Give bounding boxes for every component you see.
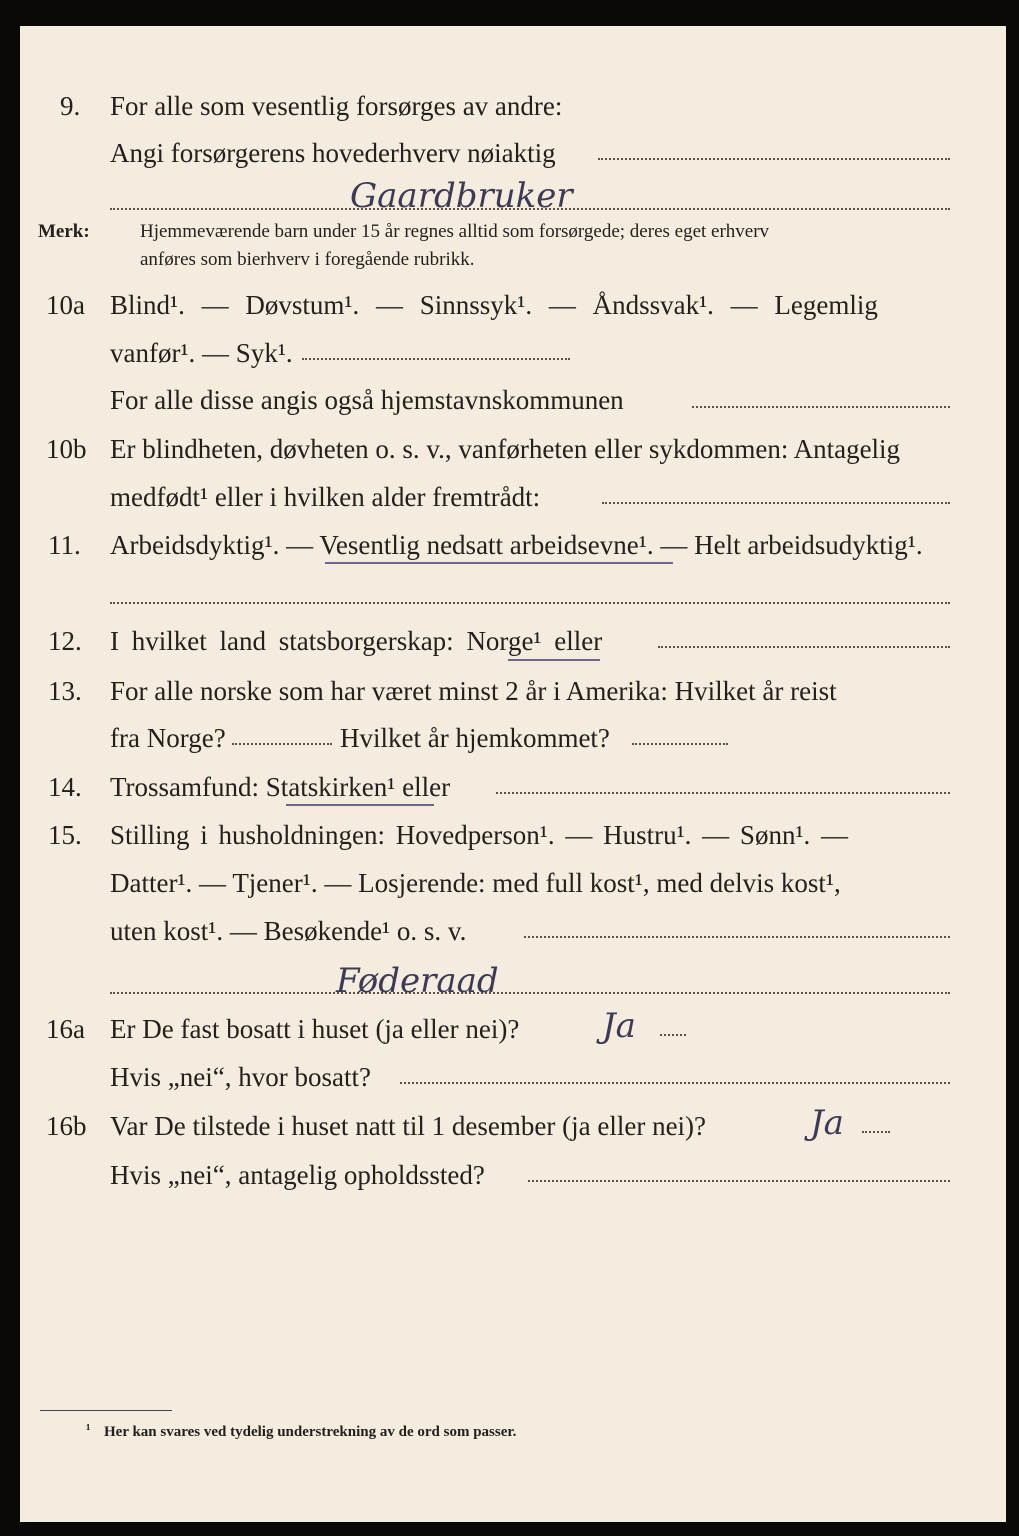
q10a-line1: Blind¹. — Døvstum¹. — Sinnssyk¹. — Åndssvak¹. — Legemlig bbox=[110, 290, 878, 320]
q16b-line1: Var De tilstede i huset natt til 1 desember (ja eller nei)? bbox=[110, 1111, 707, 1141]
census-form-page bbox=[20, 26, 1006, 1522]
q16a-number: 16a bbox=[46, 1014, 85, 1044]
merk-line2: anføres som bierhverv i foregående rubrikk. bbox=[140, 249, 475, 270]
footnote-text: Her kan svares ved tydelig understrekning av de ord som passer. bbox=[104, 1424, 517, 1440]
q16b-number: 16b bbox=[46, 1111, 87, 1141]
q10b-line1: Er blindheten, døvheten o. s. v., vanførheten eller sykdommen: Antagelig bbox=[110, 434, 901, 464]
q11-dotted-line bbox=[110, 602, 950, 604]
q16a-line1: Er De fast bosatt i huset (ja eller nei)? bbox=[110, 1014, 520, 1044]
q15-dotted-line bbox=[524, 936, 950, 938]
q9-line1: For alle som vesentlig forsørges av andre: bbox=[110, 91, 563, 121]
q9-number: 9. bbox=[60, 91, 81, 121]
q12-number: 12. bbox=[48, 626, 82, 656]
q14-handwritten-underline bbox=[286, 804, 434, 806]
q11-handwritten-underline bbox=[325, 562, 673, 564]
q15-line3: uten kost¹. — Besøkende¹ o. s. v. bbox=[110, 916, 467, 946]
q14-number: 14. bbox=[48, 772, 82, 802]
q10b-line2: medfødt¹ eller i hvilken alder fremtrådt: bbox=[110, 482, 541, 512]
q9-answer-line bbox=[110, 208, 950, 210]
q10a-dotted-line bbox=[302, 358, 570, 360]
q16b-line2: Hvis „nei“, antagelig opholdssted? bbox=[110, 1160, 485, 1190]
q10a-number: 10a bbox=[46, 290, 85, 320]
q16a-dotted-line bbox=[660, 1034, 686, 1036]
q13-left-dotted-line bbox=[232, 743, 332, 745]
q14-dotted-line bbox=[496, 792, 950, 794]
q12-handwritten-underline bbox=[508, 659, 600, 661]
q9-line2: Angi forsørgerens hovederhverv nøiaktig bbox=[110, 138, 556, 168]
q16b-handwritten-answer: Ja bbox=[810, 1103, 844, 1143]
q12-line1: I hvilket land statsborgerskap: Norge¹ eller bbox=[110, 626, 603, 656]
q16b-dotted-line bbox=[862, 1131, 890, 1133]
q16a-handwritten-answer: Ja bbox=[602, 1006, 636, 1046]
q10a-line3: For alle disse angis også hjemstavnskommunen bbox=[110, 385, 624, 415]
q16b-place-dotted-line bbox=[528, 1180, 950, 1182]
q13-line2b: Hvilket år hjemkommet? bbox=[340, 723, 610, 753]
q10b-dotted-line bbox=[602, 502, 950, 504]
q11-line1: Arbeidsdyktig¹. — Vesentlig nedsatt arbeidsevne¹. — Helt arbeidsudyktig¹. bbox=[110, 530, 923, 560]
q11-number: 11. bbox=[48, 530, 81, 560]
q13-right-dotted-line bbox=[632, 743, 728, 745]
footnote-mark: ¹ bbox=[86, 1422, 91, 1438]
q10b-number: 10b bbox=[46, 434, 87, 464]
q15-number: 15. bbox=[48, 820, 82, 850]
q10a-home-dotted-line bbox=[692, 406, 950, 408]
q9-handwritten-answer: Gaardbruker bbox=[350, 176, 573, 216]
q15-handwritten-answer: Føderaad bbox=[336, 961, 499, 1001]
q16a-line2: Hvis „nei“, hvor bosatt? bbox=[110, 1062, 371, 1092]
q16a-place-dotted-line bbox=[400, 1082, 950, 1084]
merk-line1: Hjemmeværende barn under 15 år regnes alltid som forsørgede; deres eget erhverv bbox=[140, 221, 770, 242]
footnote-rule bbox=[40, 1410, 172, 1411]
q13-line2a: fra Norge? bbox=[110, 723, 226, 753]
q13-line1: For alle norske som har været minst 2 år i Amerika: Hvilket år reist bbox=[110, 676, 837, 706]
q12-dotted-line bbox=[658, 646, 950, 648]
q14-line1: Trossamfund: Statskirken¹ eller bbox=[110, 772, 451, 802]
q15-answer-line bbox=[110, 992, 950, 994]
q10a-line2: vanfør¹. — Syk¹. bbox=[110, 338, 293, 368]
merk-label: Merk: bbox=[38, 221, 90, 242]
q9-dotted-line bbox=[598, 158, 950, 160]
q13-number: 13. bbox=[48, 676, 82, 706]
q15-line2: Datter¹. — Tjener¹. — Losjerende: med full kost¹, med delvis kost¹, bbox=[110, 868, 841, 898]
q15-line1: Stilling i husholdningen: Hovedperson¹. — Hustru¹. — Sønn¹. — bbox=[110, 820, 849, 850]
